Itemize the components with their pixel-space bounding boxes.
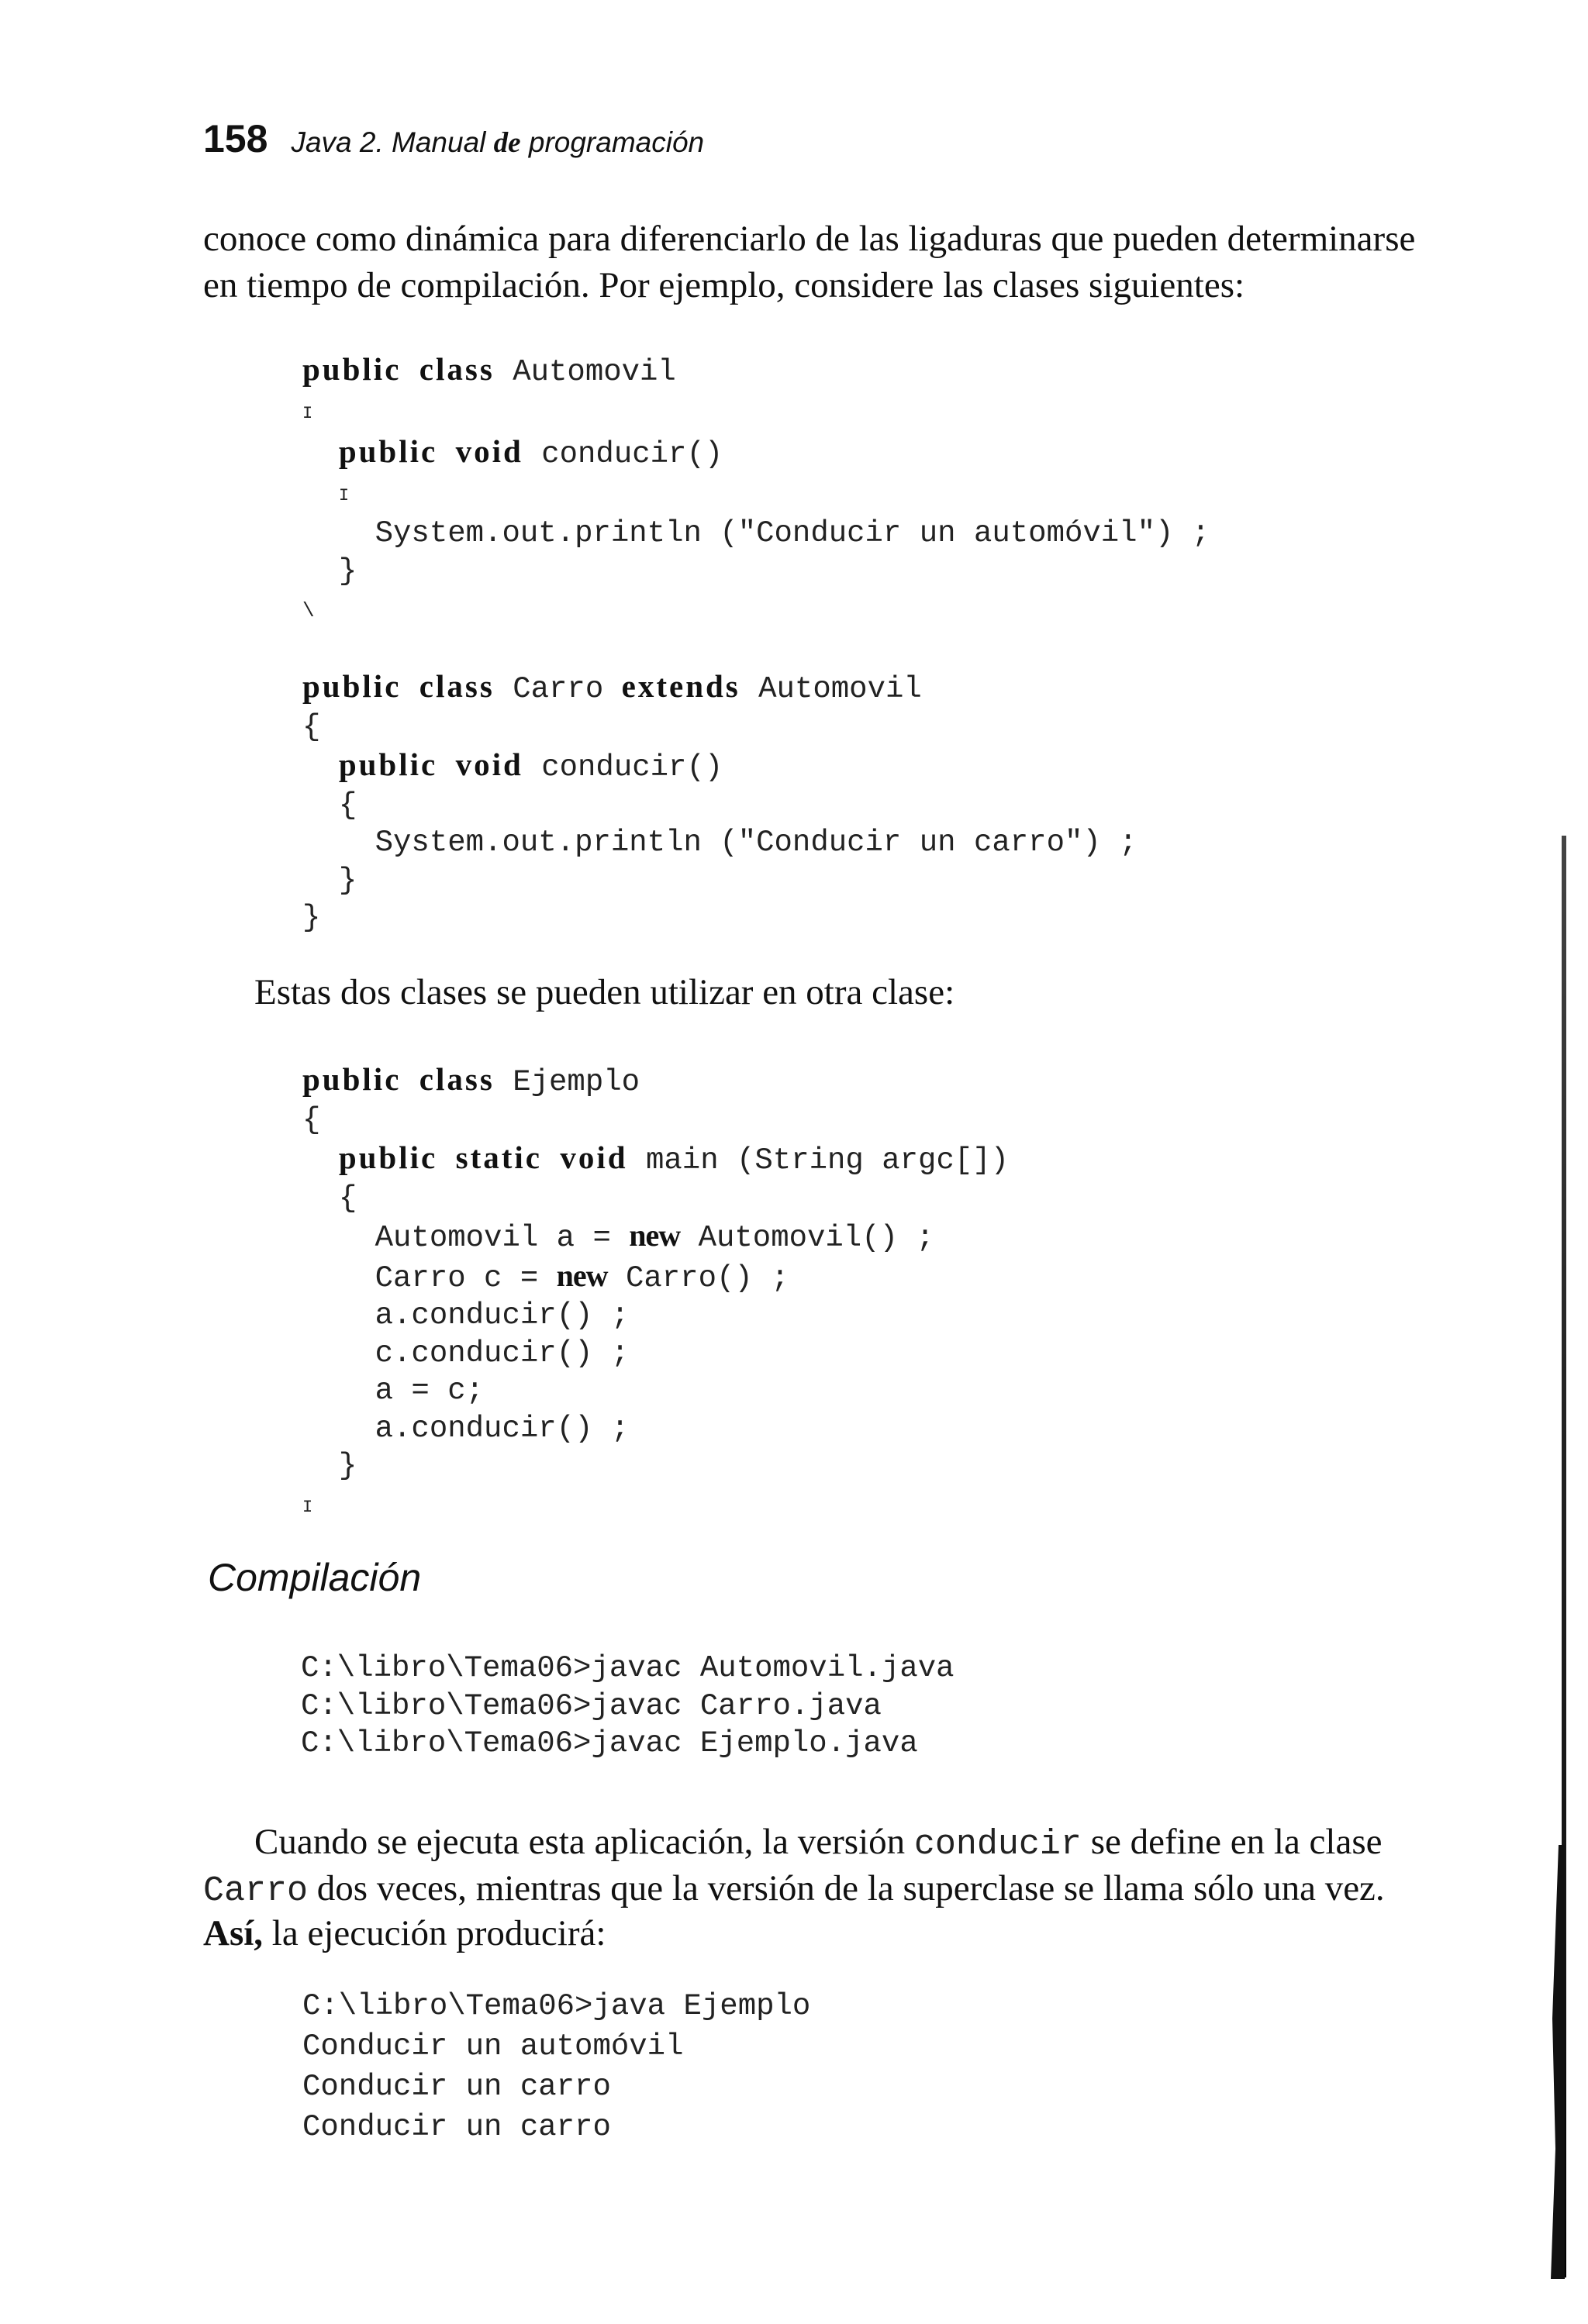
code-line: System.out.println ("Conducir un automóvil") ;: [375, 516, 1210, 550]
code-block-ejemplo: [302, 1060, 1009, 1526]
code-line: a = c;: [375, 1374, 485, 1408]
code-line: public class Ejemplo: [302, 1061, 640, 1099]
running-title-part2: programación: [520, 126, 705, 158]
code-line: }: [338, 863, 357, 898]
execution-paragraph-line-2: Carro dos veces, mientras que la versión de la superclase se llama sólo una vez.: [203, 1868, 1385, 1911]
code-line: a.conducir() ;: [375, 1411, 630, 1446]
command-line: C:\libro\Tema06>javac Automovil.java: [301, 1651, 955, 1685]
section-heading-compilacion: Compilación: [208, 1556, 422, 1599]
code-line: a.conducir() ;: [375, 1298, 630, 1333]
output-line: Conducir un carro: [302, 2110, 611, 2144]
output-line: Conducir un automóvil: [302, 2029, 684, 2064]
code-block-output: [302, 1986, 810, 2147]
scan-edge-shadow-thick: [1549, 1845, 1565, 2279]
running-title-part1: Java 2. Manual: [291, 126, 494, 158]
code-line: {: [302, 709, 321, 744]
middle-paragraph: Estas dos clases se pueden utilizar en otra clase:: [254, 972, 955, 1012]
code-line: public static void main (String argc[]): [338, 1140, 1010, 1178]
code-line: }: [302, 901, 321, 935]
code-line: Carro c = new Carro() ;: [375, 1257, 789, 1295]
code-line: public class Automovil: [302, 351, 676, 389]
code-block-automovil-carro: [302, 350, 1210, 937]
output-line: Conducir un carro: [302, 2070, 611, 2104]
running-title-de: de: [493, 127, 521, 159]
intro-line-2: en tiempo de compilación. Por ejemplo, considere las clases siguientes:: [203, 265, 1245, 305]
code-line: {: [338, 788, 357, 822]
execution-paragraph-line-3: Así, la ejecución producirá:: [203, 1913, 606, 1953]
code-line: I: [302, 1497, 313, 1517]
command-line: C:\libro\Tema06>javac Carro.java: [301, 1688, 882, 1723]
code-line: I: [338, 485, 350, 505]
code-line: public void conducir(): [338, 433, 723, 471]
code-line: }: [338, 1449, 357, 1483]
command-line: C:\libro\Tema06>java Ejemplo: [302, 1989, 811, 2023]
code-line: \: [302, 599, 315, 622]
code-line: c.conducir() ;: [375, 1336, 630, 1371]
code-line: System.out.println ("Conducir un carro") ;: [375, 826, 1137, 860]
execution-paragraph-line-1: Cuando se ejecuta esta aplicación, la versión conducir se define en la clase: [254, 1822, 1383, 1864]
page-header: [203, 116, 704, 171]
code-line: {: [302, 1102, 321, 1137]
running-title: [291, 126, 704, 160]
intro-line-1: conoce como dinámica para diferenciarlo de las ligaduras que pueden determinarse: [203, 219, 1416, 259]
code-line: {: [338, 1181, 357, 1215]
command-line: C:\libro\Tema06>javac Ejemplo.java: [301, 1726, 918, 1760]
code-block-compile-commands: [301, 1650, 955, 1763]
code-line: }: [338, 553, 357, 588]
code-line: Automovil a = new Automovil() ;: [375, 1218, 934, 1255]
page-number: 158: [203, 117, 268, 160]
code-line: public void conducir(): [338, 747, 723, 784]
code-line: I: [302, 403, 313, 423]
code-line: public class Carro extends Automovil: [302, 668, 922, 706]
